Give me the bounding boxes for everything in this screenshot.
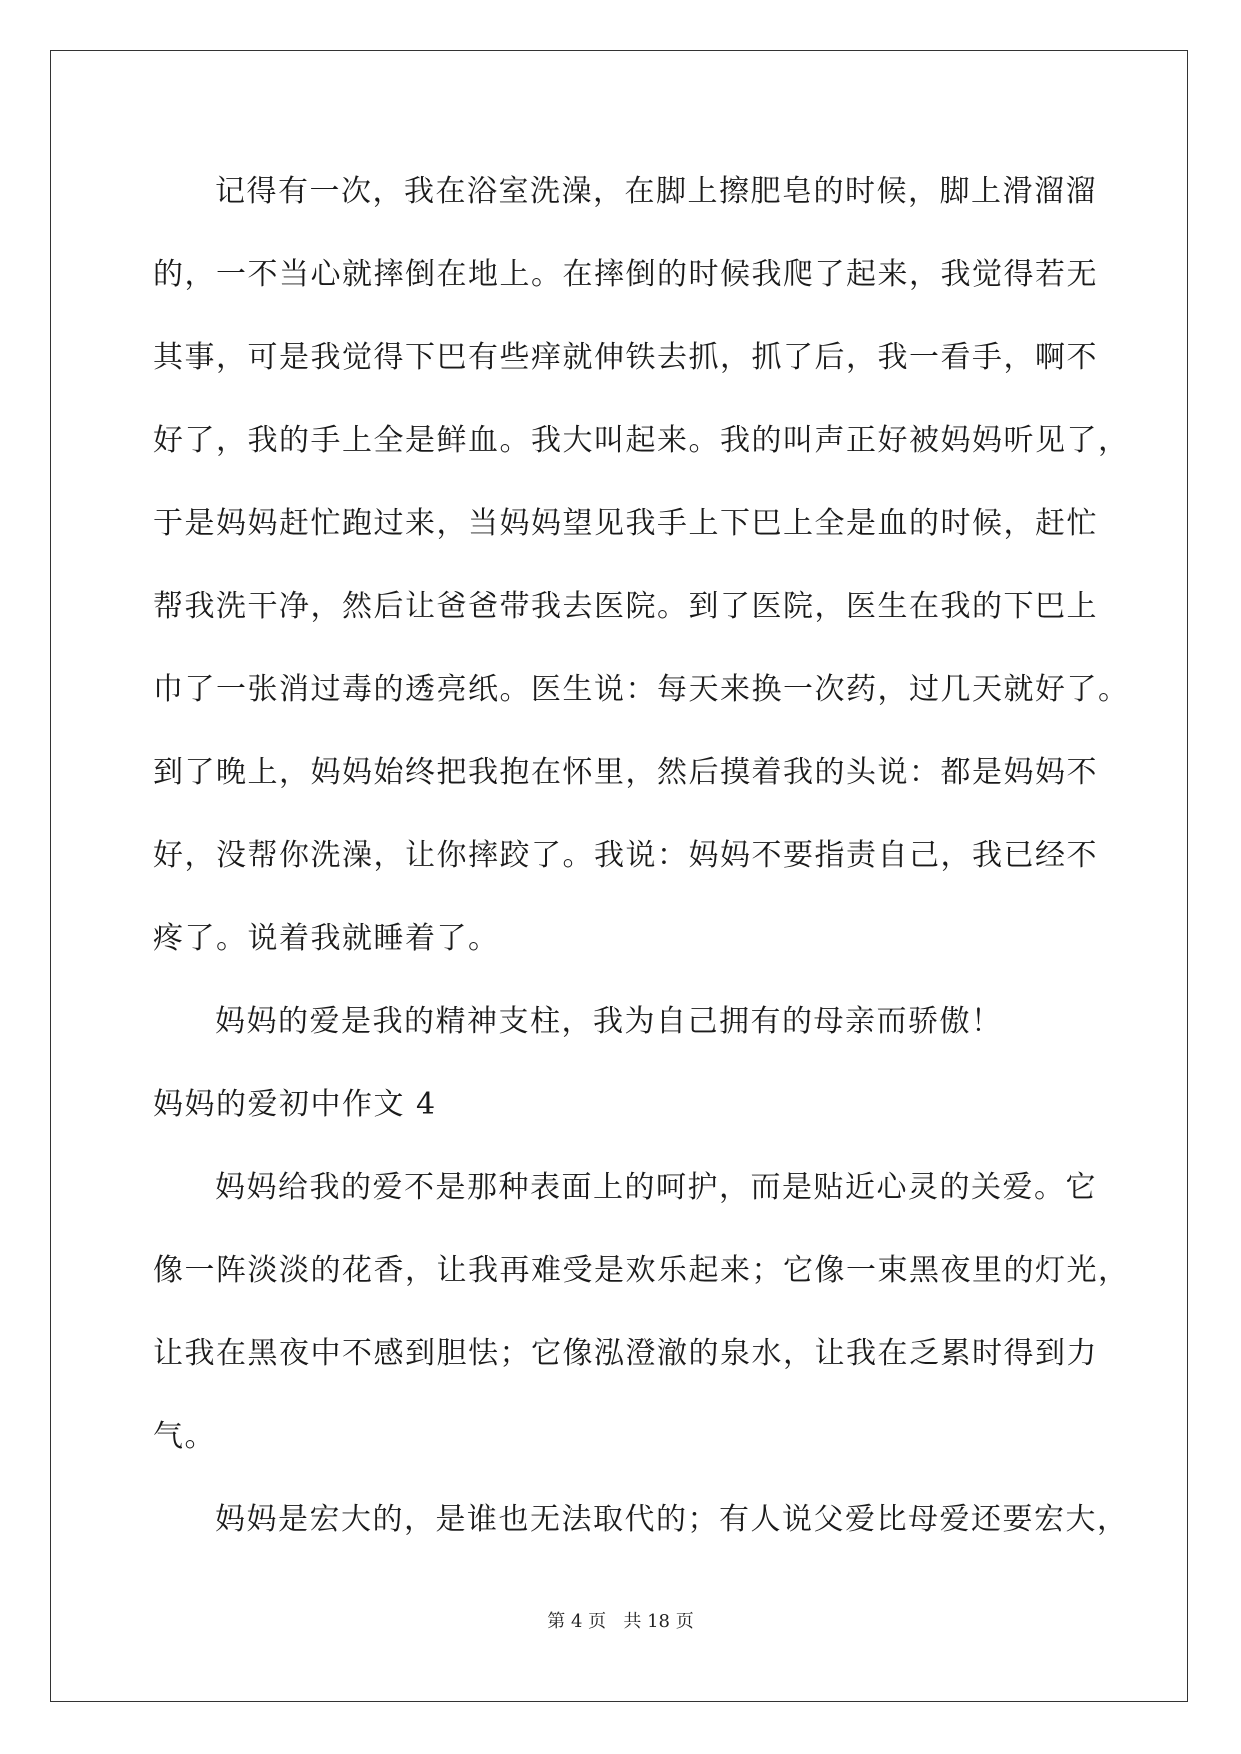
paragraph-line: 让我在黑夜中不感到胆怯；它像泓澄澈的泉水，让我在乏累时得到力 [153, 1336, 1098, 1371]
paragraph-line: 妈妈是宏大的，是谁也无法取代的；有人说父爱比母爱还要宏大， [215, 1502, 1129, 1537]
paragraph-line: 的，一不当心就摔倒在地上。在摔倒的时候我爬了起来，我觉得若无 [153, 257, 1098, 292]
paragraph-line: 像一阵淡淡的花香，让我再难受是欢乐起来；它像一束黑夜里的灯光， [153, 1253, 1130, 1288]
page-footer [0, 1607, 1241, 1633]
paragraph-line: 于是妈妈赶忙跑过来，当妈妈望见我手上下巴上全是血的时候，赶忙 [153, 506, 1098, 541]
page-total: 共 18 页 [623, 1611, 694, 1632]
paragraph-line: 记得有一次，我在浴室洗澡，在脚上擦肥皂的时候，脚上滑溜溜 [215, 174, 1097, 209]
paragraph-line: 气。 [153, 1419, 216, 1454]
paragraph-line: 帮我洗干净，然后让爸爸带我去医院。到了医院，医生在我的下巴上 [153, 589, 1098, 624]
paragraph-line: 到了晚上，妈妈始终把我抱在怀里，然后摸着我的头说：都是妈妈不 [153, 755, 1098, 790]
paragraph-line: 妈妈的爱是我的精神支柱，我为自己拥有的母亲而骄傲！ [215, 1004, 1003, 1039]
document-body [153, 157, 1130, 1568]
section-heading: 妈妈的爱初中作文 4 [153, 1087, 437, 1122]
paragraph-line: 巾了一张消过毒的透亮纸。医生说：每天来换一次药，过几天就好了。 [153, 672, 1130, 707]
paragraph-line: 妈妈给我的爱不是那种表面上的呵护，而是贴近心灵的关爱。它 [215, 1170, 1097, 1205]
paragraph-line: 疼了。说着我就睡着了。 [153, 921, 500, 956]
paragraph-line: 好了，我的手上全是鲜血。我大叫起来。我的叫声正好被妈妈听见了， [153, 423, 1130, 458]
page-number: 第 4 页 [547, 1611, 607, 1632]
paragraph-line: 好，没帮你洗澡，让你摔跤了。我说：妈妈不要指责自己，我已经不 [153, 838, 1098, 873]
paragraph-line: 其事，可是我觉得下巴有些痒就伸铁去抓，抓了后，我一看手，啊不 [153, 340, 1098, 375]
